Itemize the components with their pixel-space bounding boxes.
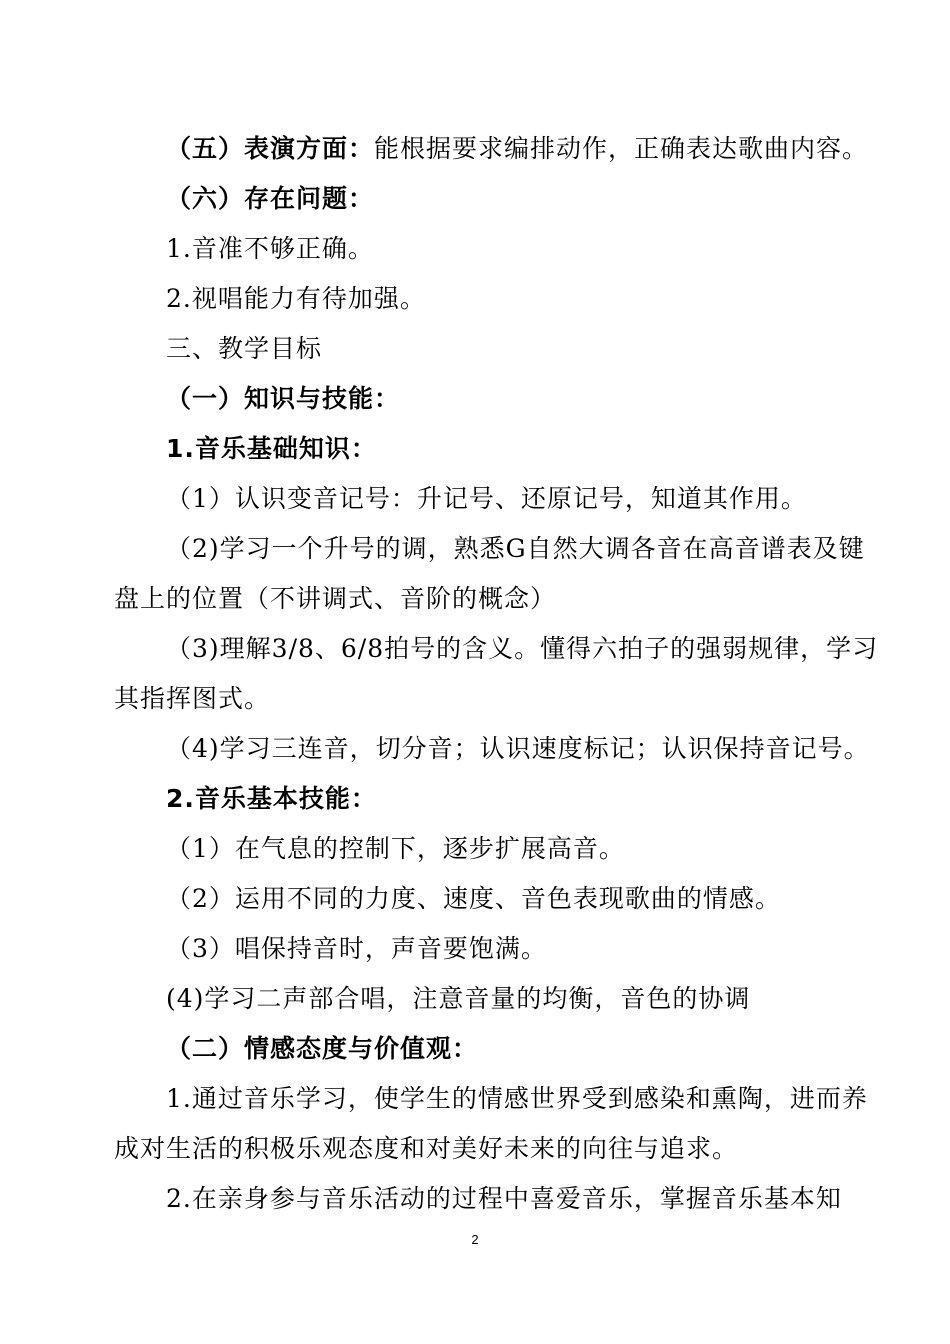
body-text: （3)理解3/8、6/8拍号的含义。懂得六拍子的强弱规律，学习 <box>166 634 879 663</box>
text-line <box>166 234 374 264</box>
text-line <box>166 134 868 164</box>
text-line <box>166 1184 842 1214</box>
body-text: （1）认识变音记号：升记号、还原记号，知道其作用。 <box>166 484 807 513</box>
text-line <box>166 434 377 464</box>
heading-text: （一）知识与技能： <box>166 384 401 413</box>
text-line <box>166 634 878 664</box>
heading-text: （二）情感态度与价值观： <box>166 1034 479 1063</box>
text-line <box>166 484 807 514</box>
text-line <box>166 284 426 314</box>
body-text: (4)学习二声部合唱，注意音量的均衡，音色的协调 <box>166 984 751 1013</box>
body-text: 三、教学目标 <box>166 334 323 363</box>
body-text: （4)学习三连音，切分音；认识速度标记；认识保持音记号。 <box>166 734 870 763</box>
body-text: 1.通过音乐学习，使学生的情感世界受到感染和熏陶，进而养 <box>166 1084 868 1113</box>
page-number: 2 <box>471 1232 479 1247</box>
body-text: （1）在气息的控制下，逐步扩展高音。 <box>166 834 625 863</box>
text-line <box>114 1134 738 1164</box>
text-line <box>114 584 556 614</box>
text-line <box>166 884 781 914</box>
text-line <box>114 684 270 714</box>
body-text: （2）运用不同的力度、速度、音色表现歌曲的情感。 <box>166 884 781 913</box>
body-text: 成对生活的积极乐观态度和对美好未来的向往与追求。 <box>114 1134 739 1163</box>
text-line <box>166 334 322 364</box>
body-text: 2.在亲身参与音乐活动的过程中喜爱音乐，掌握音乐基本知 <box>166 1184 842 1213</box>
text-line <box>166 784 377 814</box>
text-line <box>166 534 865 564</box>
heading-text: （五）表演方面： <box>166 134 375 163</box>
body-text: 其指挥图式。 <box>114 684 271 713</box>
text-line <box>166 834 625 864</box>
body-text: （2)学习一个升号的调，熟悉G自然大调各音在高音谱表及键 <box>166 534 865 563</box>
text-line <box>166 1034 478 1064</box>
text-line <box>166 184 374 214</box>
heading-text: 1.音乐基础知识： <box>166 434 377 463</box>
body-text: 1.音准不够正确。 <box>166 234 374 263</box>
heading-text: 2.音乐基本技能： <box>166 784 377 813</box>
body-text: 盘上的位置（不讲调式、音阶的概念） <box>114 584 557 613</box>
text-line <box>166 934 547 964</box>
body-text: （3）唱保持音时，声音要饱满。 <box>166 934 547 963</box>
body-text: 2.视唱能力有待加强。 <box>166 284 426 313</box>
body-text: 能根据要求编排动作，正确表达歌曲内容。 <box>374 134 869 163</box>
text-line <box>166 734 870 764</box>
text-line <box>166 384 400 414</box>
heading-text: （六）存在问题： <box>166 184 375 213</box>
text-line <box>166 984 750 1014</box>
text-line <box>166 1084 868 1114</box>
